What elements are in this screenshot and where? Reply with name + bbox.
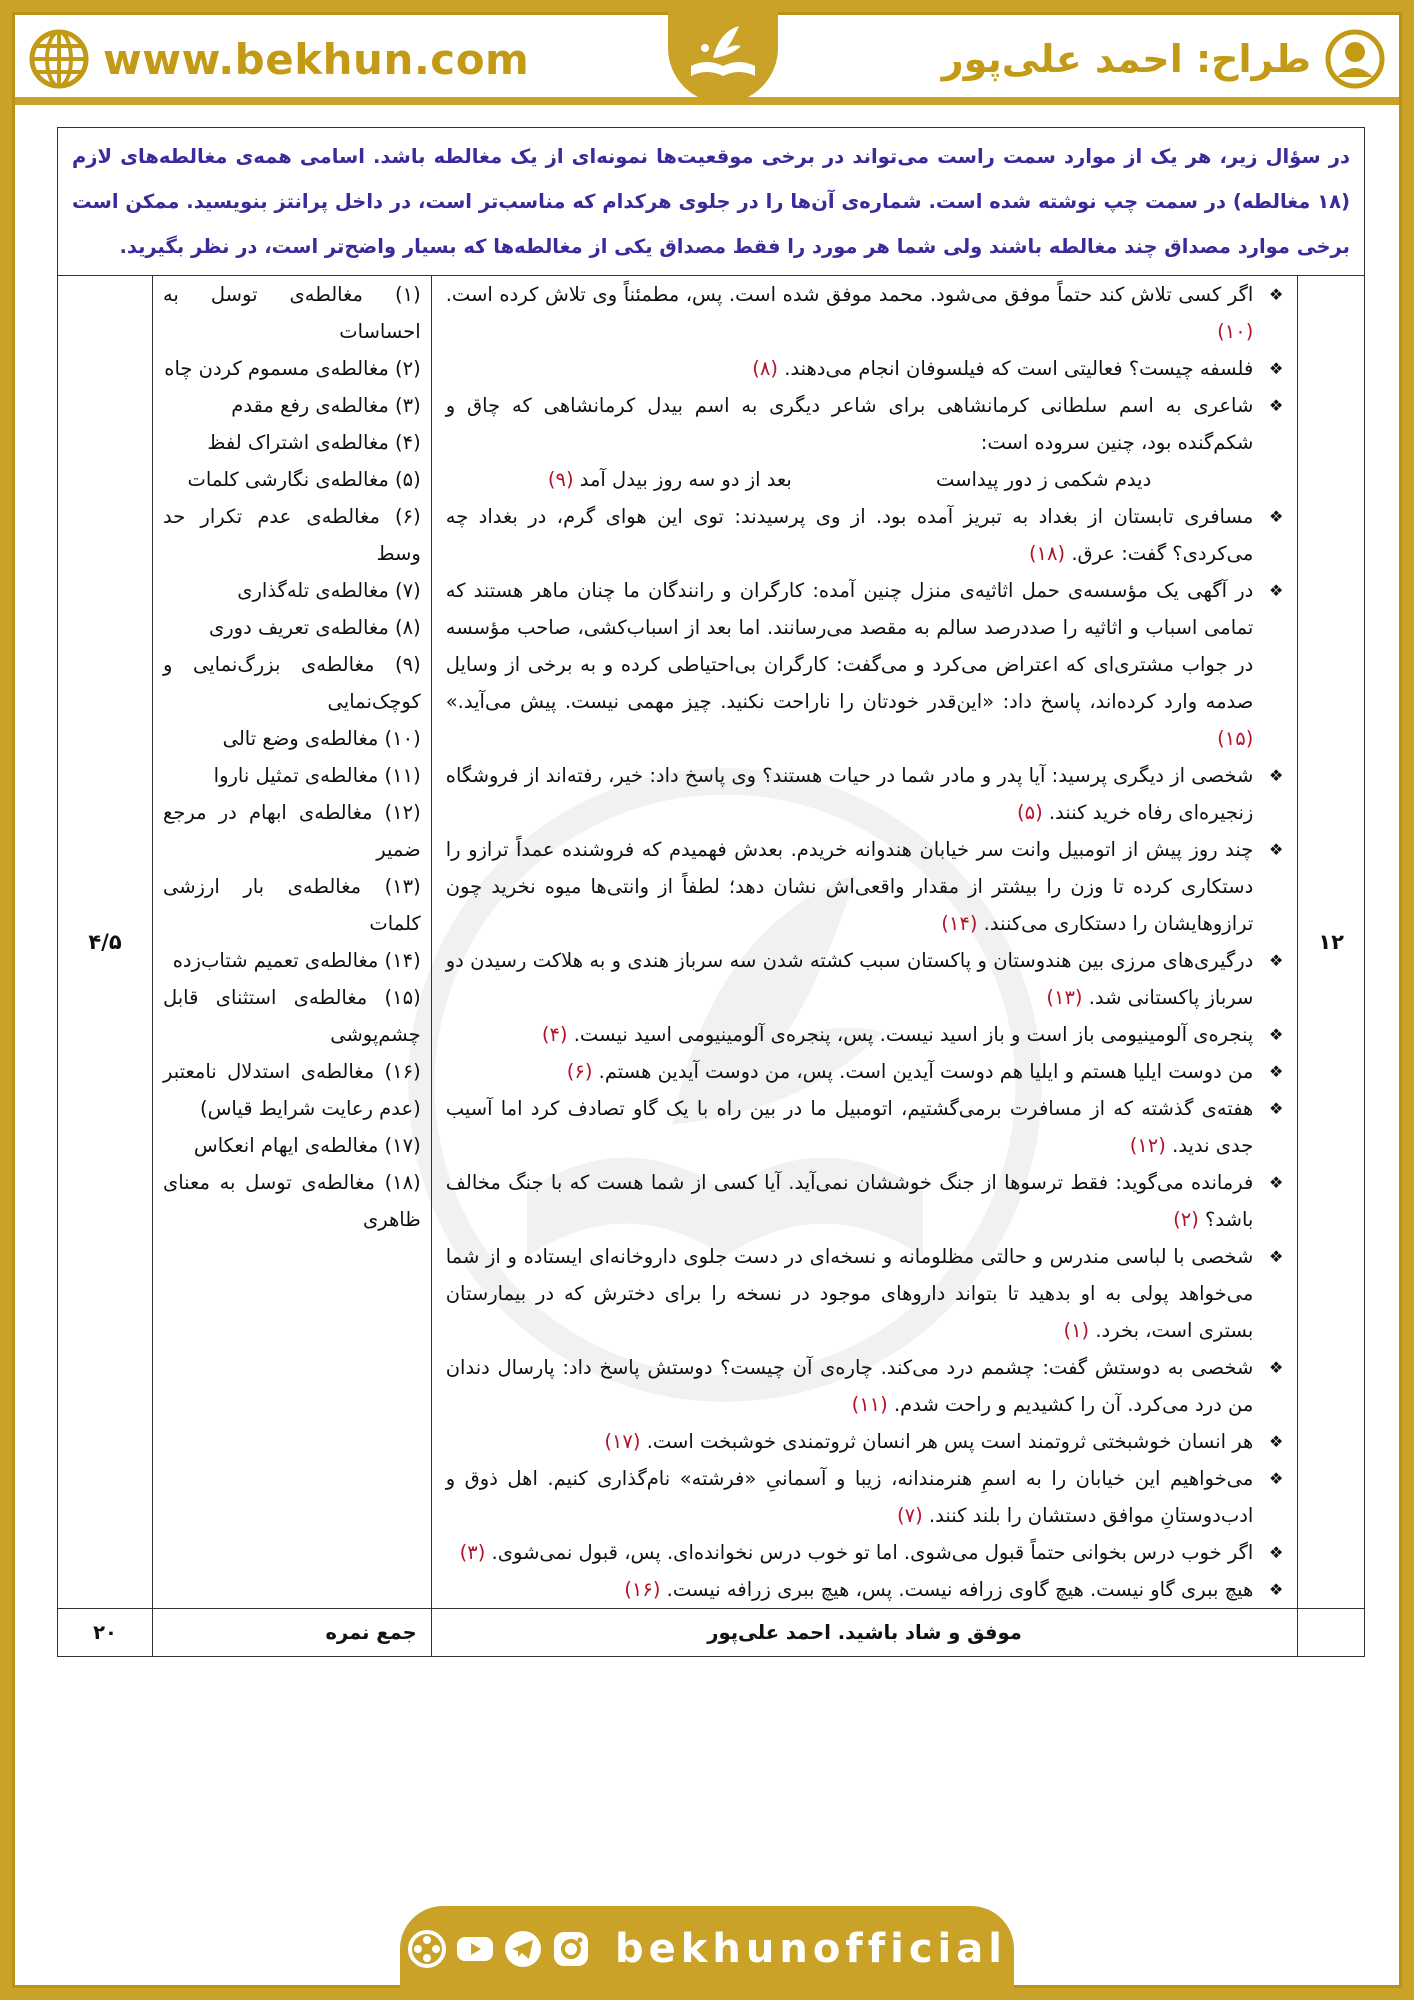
statement-item <box>446 1423 1288 1460</box>
statement-item <box>446 1016 1288 1053</box>
header <box>15 15 1399 105</box>
instagram-icon[interactable] <box>551 1929 591 1969</box>
statement-text: هفته‌ی گذشته که از مسافرت برمی‌گشتیم، اتومبیل ما در بین راه با یک گاو تصادف کرد اما آسیب جدی ندید. <box>445 1097 1254 1157</box>
statement-text: شاعری به اسم سلطانی کرمانشاهی برای شاعر دیگری به اسم بیدل کرمانشاهی که چاق و شکم‌گنده بود، چنین سروده است: <box>445 394 1254 454</box>
statement-item <box>446 1349 1288 1423</box>
fallacy-item: (۳) مغالطه‌ی رفع مقدم <box>231 394 421 417</box>
statement-text: درگیری‌های مرزی بین هندوستان و پاکستان سبب کشته شدن سه سرباز هندی و به هلاکت رسیدن دو سرباز پاکستانی شد. <box>445 949 1254 1009</box>
statement-item <box>446 387 1288 498</box>
statement-item <box>446 1571 1288 1608</box>
youtube-icon[interactable] <box>455 1929 495 1969</box>
fallacy-list-cell <box>152 276 431 1609</box>
statement-item <box>446 1090 1288 1164</box>
fallacy-item: (۱۷) مغالطه‌ی ایهام انعکاس <box>193 1134 421 1157</box>
fallacy-item: (۱۲) مغالطه‌ی ابهام در مرجع ضمیر <box>162 801 421 861</box>
statement-text: مسافری تابستان از بغداد به تبریز آمده بود. از وی پرسیدند: توی این هوای گرم، در بغداد چه می‌کردی؟ گفت: عرق. <box>445 505 1254 565</box>
answer-number: (۱) <box>1063 1319 1090 1342</box>
footer-spacer <box>1298 1609 1365 1657</box>
statement-list <box>446 276 1288 1608</box>
fallacy-item: (۱۴) مغالطه‌ی تعمیم شتاب‌زده <box>172 949 421 972</box>
statement-text: می‌خواهیم این خیابان را به اسمِ هنرمندانه، زیبا و آسمانیِ «فرشته» نام‌گذاری کنیم. اهل ذوق و ادب‌دوستانِ موافق دستشان را بلند کنند. <box>445 1467 1254 1527</box>
designer-credit <box>942 29 1385 89</box>
answer-number: (۱۱) <box>851 1393 888 1416</box>
fallacy-item: (۱۶) مغالطه‌ی استدلال نامعتبر (عدم رعایت شرایط قیاس) <box>162 1060 421 1120</box>
closing-message: موفق و شاد باشید. احمد علی‌پور <box>431 1609 1298 1657</box>
fallacy-item: (۵) مغالطه‌ی نگارشی کلمات <box>187 468 421 491</box>
statement-item <box>446 572 1288 757</box>
question-number: ۱۲ <box>1298 276 1365 1609</box>
statement-item <box>446 1164 1288 1238</box>
statement-item <box>446 1053 1288 1090</box>
designer-name: طراح: احمد علی‌پور <box>941 37 1311 81</box>
fallacy-item: (۶) مغالطه‌ی عدم تکرار حد وسط <box>162 505 421 565</box>
answer-number: (۱۸) <box>1028 542 1066 565</box>
user-avatar-icon <box>1325 29 1385 89</box>
fallacy-list <box>163 276 421 1238</box>
fallacy-item: (۱۵) مغالطه‌ی استثنای قابل چشم‌پوشی <box>162 986 421 1046</box>
statement-text: شخصی با لباسی مندرس و حالتی مظلومانه و نسخه‌ای در دست جلوی داروخانه‌ای ایستاده و از شما می‌خواهد پولی به او بدهید تا بتواند داروهای موجود در نسخه را برای دخترش که در بیمارستان بستری است، بخرد. <box>445 1245 1254 1342</box>
social-icons <box>407 1929 599 1969</box>
answer-number: (۱۵) <box>1217 727 1254 750</box>
statement-text: هیچ ببری گاو نیست. هیچ گاوی زرافه نیست. پس، هیچ ببری زرافه نیست. <box>666 1578 1254 1601</box>
statement-text: در آگهی یک مؤسسه‌ی حمل اثاثیه‌ی منزل چنین آمده: کارگران و رانندگان ما چنان ماهر هستند که تمامی اسباب و اثاثیه را صددرصد سالم به مقصد می‌رسانند. اما بعد از اسباب‌کشی، صاحب مؤسسه در جواب مشتری‌ای که اعتراض می‌کرد و می‌گفت: کارگران بی‌احتیاطی کرده و به برخی از وسایل صدمه وارد کرده‌اند، پاسخ داد: «این‌قدر خودتان را ناراحت نکنید. چیز مهمی نیست. پیش می‌آید.» <box>445 579 1254 713</box>
statement-item <box>446 831 1288 942</box>
social-footer <box>400 1906 1014 1992</box>
statement-item <box>446 1460 1288 1534</box>
answer-number: (۴) <box>541 1023 568 1046</box>
statement-item <box>446 757 1288 831</box>
answer-number: (۱۲) <box>1129 1134 1166 1157</box>
statements-cell <box>431 276 1298 1609</box>
question-table <box>57 127 1365 1657</box>
answer-number: (۹) <box>547 468 574 491</box>
fallacy-item: (۴) مغالطه‌ی اشتراک لفظ <box>207 431 421 454</box>
answer-number: (۸) <box>752 357 778 380</box>
instructions: در سؤال زیر، هر یک از موارد سمت راست می‌تواند در برخی موقعیت‌ها نمونه‌ای از یک مغالطه باشد. اسامی همه‌ی مغالطه‌های لازم (۱۸ مغالطه) در سمت چپ نوشته شده است. شماره‌ی آن‌ها را در جلوی هرکدام که مناسب‌تر است، در داخل پرانتز بنویسید. ممکن است برخی موارد مصداق چند مغالطه باشند ولی شما هر مورد را فقط مصداق یکی از مغالطه‌ها که بسیار واضح‌تر است، در نظر بگیرید. <box>58 128 1365 276</box>
statement-item <box>446 350 1288 387</box>
statement-text: چند روز پیش از اتومبیل وانت سر خیابان هندوانه خریدم. بعدش فهمیدم که فروشنده عمداً ترازو را دستکاری کرده تا وزن را بیشتر از مقدار واقعی‌اش نشان دهد؛ لطفاً از وانتی‌ها میوه نخرید چون ترازوهایشان را دستکاری می‌کنند. <box>445 838 1254 935</box>
statement-text: فرمانده می‌گوید: فقط ترسوها از جنگ خوششان نمی‌آید. آیا کسی از شما هست که با جنگ مخالف باشد؟ <box>445 1171 1254 1231</box>
brand-logo <box>668 3 778 103</box>
book-logo-icon <box>683 18 763 88</box>
answer-number: (۱۴) <box>941 912 978 935</box>
statement-text: شخصی از دیگری پرسید: آیا پدر و مادر شما در حیات هستند؟ وی پاسخ داد: خیر، رفته‌اند از فروشگاه زنجیره‌ای رفاه خرید کنند. <box>445 764 1254 824</box>
answer-number: (۲) <box>1173 1208 1199 1231</box>
page-frame <box>12 12 1402 1988</box>
answer-number: (۱۳) <box>1046 986 1083 1009</box>
total-label: جمع نمره <box>152 1609 431 1657</box>
social-handle[interactable]: bekhunofficial <box>615 1926 1007 1972</box>
site-link[interactable] <box>29 29 529 89</box>
answer-number: (۳) <box>459 1541 486 1564</box>
verse-second-hemistich: بعد از دو سه روز بیدل آمد <box>579 468 792 491</box>
fallacy-item: (۱۰) مغالطه‌ی وضع تالی <box>222 727 421 750</box>
statement-item <box>446 942 1288 1016</box>
statement-item <box>446 1238 1288 1349</box>
statement-text: اگر کسی تلاش کند حتماً موفق می‌شود. محمد موفق شده است. پس، مطمئناً وی تلاش کرده است. <box>445 283 1254 306</box>
statement-text: شخصی به دوستش گفت: چشمم درد می‌کند. چاره‌ی آن چیست؟ دوستش پاسخ داد: پارسال دندان من درد می‌کرد. آن را کشیدیم و راحت شدم. <box>445 1356 1254 1416</box>
statement-text: من دوست ایلیا هستم و ایلیا هم دوست آیدین است. پس، من دوست آیدین هستم. <box>598 1060 1254 1083</box>
site-url[interactable]: www.bekhun.com <box>103 34 530 84</box>
fallacy-item: (۱۱) مغالطه‌ی تمثیل ناروا <box>213 764 421 787</box>
statement-item <box>446 1534 1288 1571</box>
statement-item <box>446 498 1288 572</box>
answer-number: (۱۶) <box>624 1578 661 1601</box>
statement-text: هر انسان خوشبختی ثروتمند است پس هر انسان ثروتمندی خوشبخت است. <box>646 1430 1254 1453</box>
answer-number: (۶) <box>566 1060 593 1083</box>
fallacy-item: (۸) مغالطه‌ی تعریف دوری <box>209 616 421 639</box>
fallacy-item: (۱) مغالطه‌ی توسل به احساسات <box>162 283 421 343</box>
answer-number: (۷) <box>896 1504 923 1527</box>
fallacy-item: (۷) مغالطه‌ی تله‌گذاری <box>237 579 421 602</box>
statement-item <box>446 276 1288 350</box>
fallacy-item: (۱۳) مغالطه‌ی بار ارزشی کلمات <box>162 875 421 935</box>
total-score: ۲۰ <box>58 1609 153 1657</box>
statement-text: اگر خوب درس بخوانی حتماً قبول می‌شوی. اما تو خوب درس نخوانده‌ای. پس، قبول نمی‌شوی. <box>491 1541 1254 1564</box>
statement-text: فلسفه چیست؟ فعالیتی است که فیلسوفان انجام می‌دهند. <box>784 357 1254 380</box>
statement-text: پنجره‌ی آلومینیومی باز است و باز اسید نیست. پس، پنجره‌ی آلومینیومی اسید نیست. <box>573 1023 1254 1046</box>
item-score: ۴/۵ <box>58 276 153 1609</box>
globe-icon <box>29 29 89 89</box>
fallacy-item: (۲) مغالطه‌ی مسموم کردن چاه <box>164 357 421 380</box>
answer-number: (۱۰) <box>1217 320 1254 343</box>
poem-verse <box>446 461 1254 498</box>
verse-first-hemistich: دیدم شکمی ز دور پیداست <box>936 468 1152 491</box>
telegram-icon[interactable] <box>503 1929 543 1969</box>
answer-number: (۱۷) <box>604 1430 641 1453</box>
fallacy-item: (۱۸) مغالطه‌ی توسل به معنای ظاهری <box>162 1171 421 1231</box>
fallacy-item: (۹) مغالطه‌ی بزرگ‌نمایی و کوچک‌نمایی <box>162 653 421 713</box>
film-reel-icon[interactable] <box>407 1929 447 1969</box>
answer-number: (۵) <box>1017 801 1043 824</box>
